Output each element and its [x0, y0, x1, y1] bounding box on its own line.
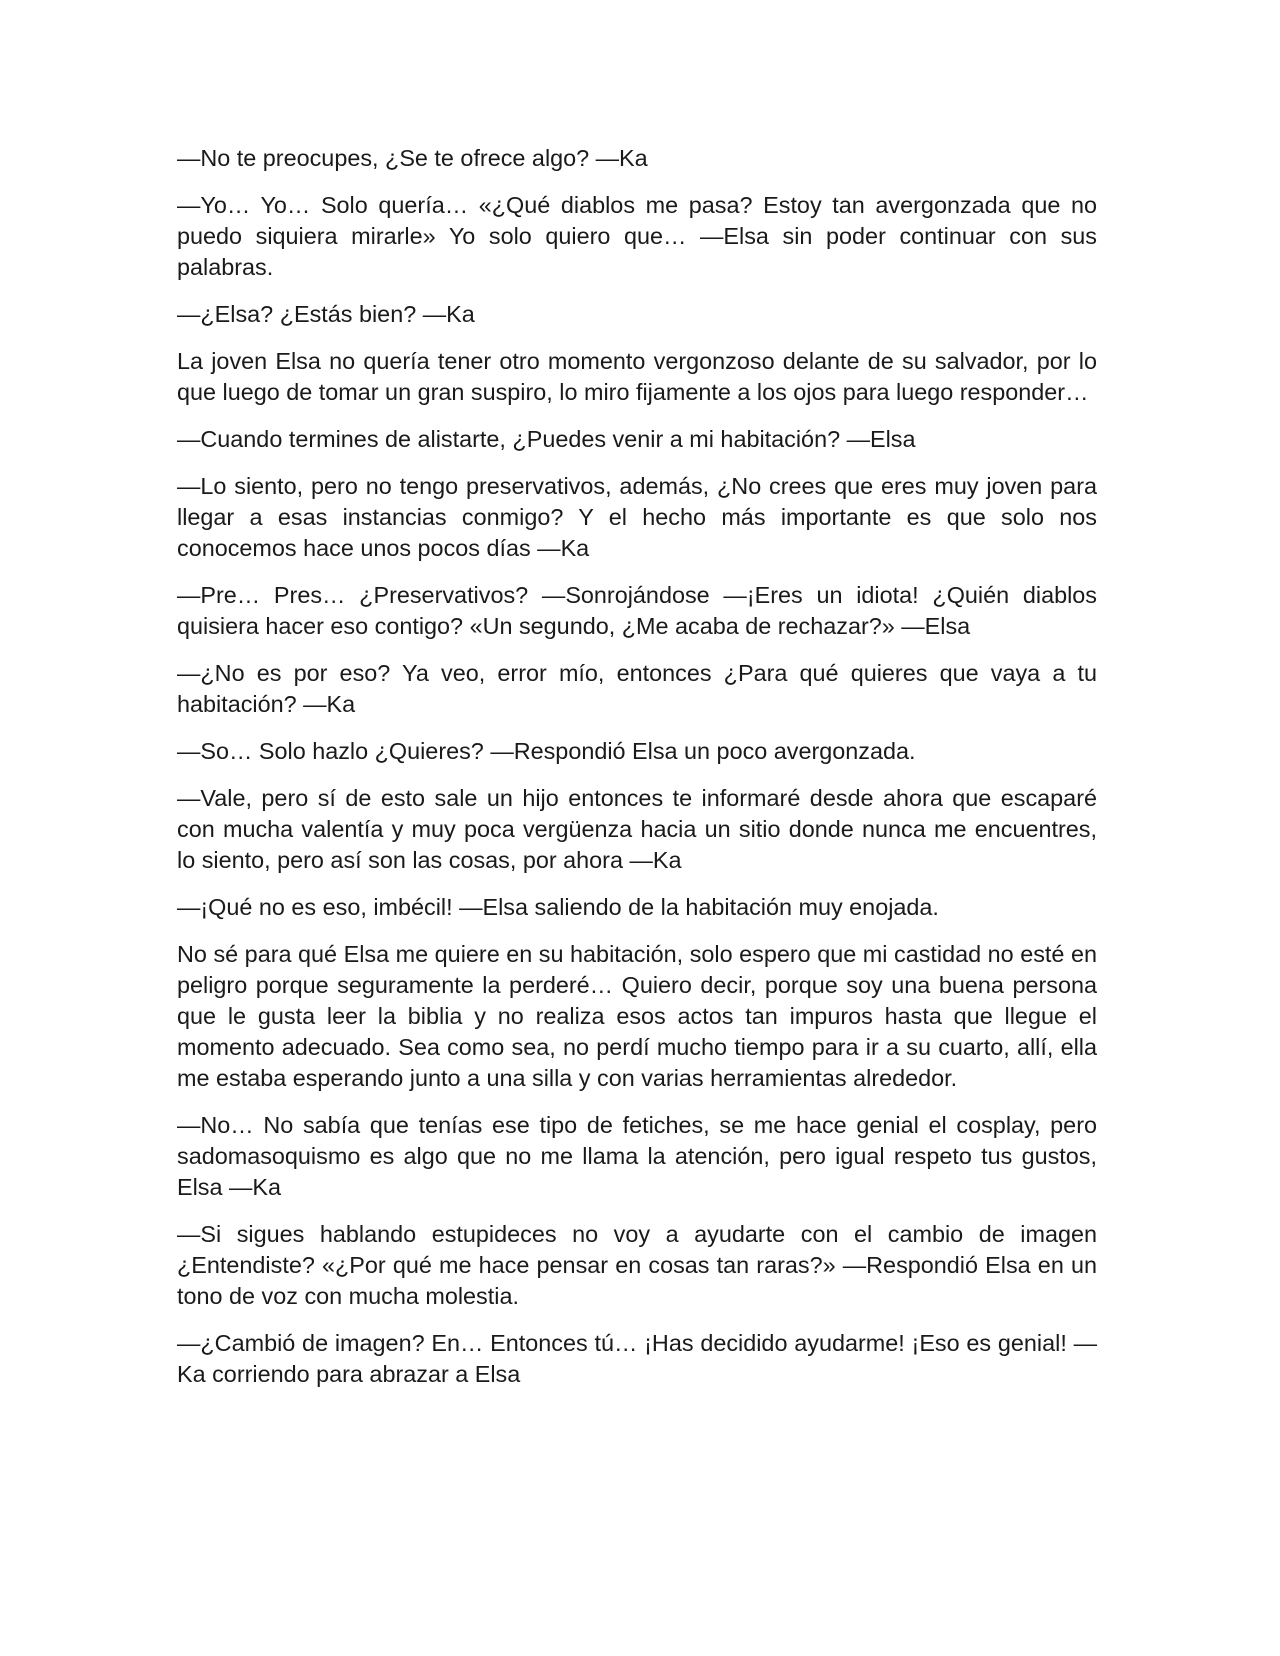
paragraph: —¿Cambió de imagen? En… Entonces tú… ¡Has decidido ayudarme! ¡Eso es genial! —Ka corriendo para abrazar a Elsa: [177, 1330, 1097, 1387]
paragraph: —Lo siento, pero no tengo preservativos, además, ¿No crees que eres muy joven para llegar a esas instancias conmigo? Y el hecho más importante es que solo nos conocemos hace unos pocos días —Ka: [177, 473, 1097, 561]
paragraph: —Cuando termines de alistarte, ¿Puedes venir a mi habitación? —Elsa: [177, 426, 916, 452]
paragraph: —¿No es por eso? Ya veo, error mío, entonces ¿Para qué quieres que vaya a tu habitación? —Ka: [177, 660, 1097, 717]
paragraph: —Si sigues hablando estupideces no voy a ayudarte con el cambio de imagen ¿Entendiste? «¿Por qué me hace pensar en cosas tan raras?» —Respondió Elsa en un tono de voz con mucha molestia.: [177, 1221, 1097, 1309]
paragraph: La joven Elsa no quería tener otro momento vergonzoso delante de su salvador, por lo que luego de tomar un gran suspiro, lo miro fijamente a los ojos para luego responder…: [177, 348, 1097, 405]
document-body: [177, 143, 1097, 1406]
paragraph: —Vale, pero sí de esto sale un hijo entonces te informaré desde ahora que escaparé con mucha valentía y muy poca vergüenza hacia un sitio donde nunca me encuentres, lo siento, pero así son las cosas, por ahora —Ka: [177, 785, 1097, 873]
paragraph: —¿Elsa? ¿Estás bien? —Ka: [177, 301, 475, 327]
paragraph: —Pre… Pres… ¿Preservativos? —Sonrojándose —¡Eres un idiota! ¿Quién diablos quisiera hacer eso contigo? «Un segundo, ¿Me acaba de rechazar?» —Elsa: [177, 582, 1097, 639]
paragraph: —¡Qué no es eso, imbécil! —Elsa saliendo de la habitación muy enojada.: [177, 894, 939, 920]
paragraph: No sé para qué Elsa me quiere en su habitación, solo espero que mi castidad no esté en peligro porque seguramente la perderé… Quiero decir, porque soy una buena persona que le gusta leer la biblia y no realiza esos actos tan impuros hasta que llegue el momento adecuado. Sea como sea, no perdí mucho tiempo para ir a su cuarto, allí, ella me estaba esperando junto a una silla y con varias herramientas alrededor.: [177, 941, 1097, 1091]
paragraph: —No te preocupes, ¿Se te ofrece algo? —Ka: [177, 145, 648, 171]
paragraph: —No… No sabía que tenías ese tipo de fetiches, se me hace genial el cosplay, pero sadomasoquismo es algo que no me llama la atención, pero igual respeto tus gustos, Elsa —Ka: [177, 1112, 1097, 1200]
paragraph: —Yo… Yo… Solo quería… «¿Qué diablos me pasa? Estoy tan avergonzada que no puedo siquiera mirarle» Yo solo quiero que… —Elsa sin poder continuar con sus palabras.: [177, 192, 1097, 280]
paragraph: —So… Solo hazlo ¿Quieres? —Respondió Elsa un poco avergonzada.: [177, 738, 916, 764]
